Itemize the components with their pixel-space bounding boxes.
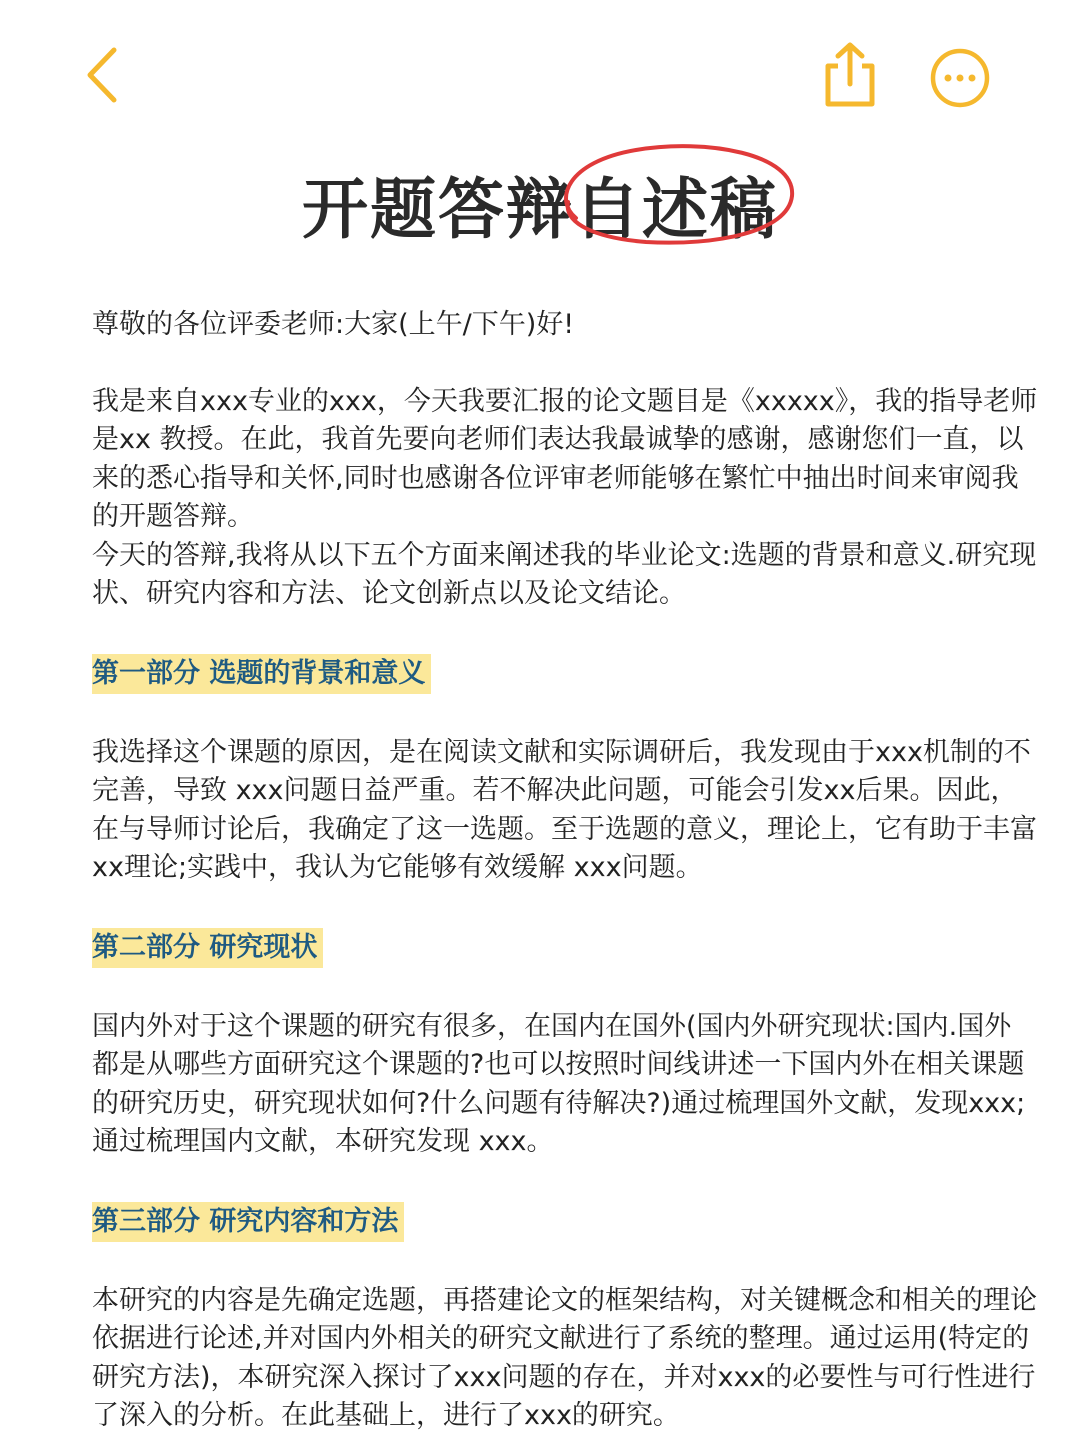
top-toolbar [0, 0, 1080, 150]
title-area [0, 160, 1080, 270]
section-heading-3: 第三部分 研究内容和方法 [92, 1202, 404, 1242]
section-body-1: 我选择这个课题的原因，是在阅读文献和实际调研后，我发现由于xxx机制的不完善，导致 xxx问题日益严重。若不解决此问题，可能会引发xx后果。因此，在与导师讨论后，我确定了这一选题。至于选题的意义，理论上，它有助于丰富 xx理论;实践中，我认为它能够有效缓解 xxx问题。 [92, 736, 1037, 883]
intro-paragraph-outline: 今天的答辩,我将从以下五个方面来阐述我的毕业论文:选题的背景和意义.研究现状、研究内容和方法、论文创新点以及论文结论。 [92, 539, 1037, 609]
section-body-2: 国内外对于这个课题的研究有很多，在国内在国外(国内外研究现状:国内.国外都是从哪些方面研究这个课题的?也可以按照时间线讲述一下国内外在相关课题的研究历史，研究现状如何?什么问题有待解决?)通过梳理国外文献，发现xxx;通过梳理国内文献，本研究发现 xxx。 [92, 1010, 1026, 1157]
share-icon [818, 40, 882, 110]
more-horizontal-icon [928, 46, 992, 110]
section-body-3: 本研究的内容是先确定选题，再搭建论文的框架结构，对关键概念和相关的理论依据进行论述,并对国内外相关的研究文献进行了系统的整理。通过运用(特定的研究方法)，本研究深入探讨了xxx问题的存在，并对xxx的必要性与可行性进行了深入的分析。在此基础上，进行了xxx的研究。 [92, 1284, 1037, 1431]
page-title: 开题答辩自述稿 [302, 171, 778, 248]
more-button[interactable] [928, 46, 992, 110]
section-heading-1: 第一部分 选题的背景和意义 [92, 654, 431, 694]
section-heading-2: 第二部分 研究现状 [92, 928, 323, 968]
greeting-text: 尊敬的各位评委老师:大家(上午/下午)好! [92, 309, 575, 340]
chevron-left-icon [78, 42, 138, 108]
back-button[interactable] [78, 42, 138, 108]
document-body [92, 306, 1038, 1436]
share-button[interactable] [818, 40, 882, 110]
intro-paragraph: 我是来自xxx专业的xxx，今天我要汇报的论文题目是《xxxxx》，我的指导老师是xx 教授。在此，我首先要向老师们表达我最诚挚的感谢，感谢您们一直，以来的悉心指导和关怀,同时也感谢各位评审老师能够在繁忙中抽出时间来审阅我的开题答辩。 [92, 385, 1038, 532]
